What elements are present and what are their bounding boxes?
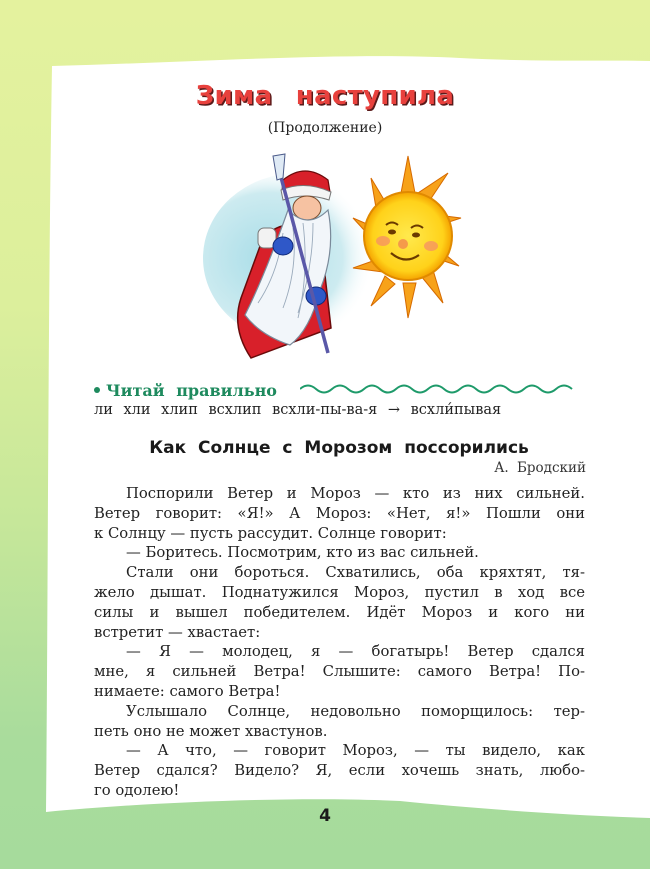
story-line: мне, я сильней Ветра! Слышите: самого Ветра! По- — [94, 663, 585, 681]
story-line: Поспорили Ветер и Мороз — кто из них сильней. — [126, 485, 585, 502]
illustration-ded-moroz-and-sun — [203, 148, 463, 363]
story-line: Ветер сдался? Видело? Я, если хочешь знать, любо- — [94, 762, 585, 780]
wavy-underline-icon — [300, 383, 580, 395]
story-line: — А что, — говорит Мороз, — ты видело, как — [126, 742, 585, 760]
story-line: Услышало Солнце, недовольно поморщилось: тер- — [126, 702, 585, 720]
page-number: 4 — [319, 806, 331, 826]
page-subtitle: (Продолжение) — [267, 120, 383, 136]
story-line: — Боритесь. Посмотрим, кто из вас сильней. — [126, 544, 479, 562]
story-line: го одолею! — [94, 781, 180, 799]
story-line: Стали они бороться. Схватились, оба кряхтят, тя- — [126, 564, 585, 582]
story-line: Ветер говорит: «Я!» А Мороз: «Нет, я!» Пошли они — [94, 504, 585, 522]
story-author: А. Бродский — [494, 460, 586, 476]
story-text — [94, 484, 585, 801]
read-correctly-header — [94, 381, 277, 400]
read-correctly-label: Читай правильно — [106, 381, 277, 400]
page-title: Зима наступила — [195, 81, 455, 111]
story-line: жело дышат. Поднатужился Мороз, пустил в ход все — [94, 583, 585, 601]
syllable-exercise: ли хли хлип всхлип всхли-пы-ва-я → всхли́пывая — [94, 402, 502, 418]
story-title: Как Солнце с Морозом поссорились — [149, 438, 529, 458]
story-line: — Я — молодец, я — богатырь! Ветер сдался — [126, 643, 585, 661]
bullet-icon — [94, 387, 100, 393]
story-line: встретит — хвастает: — [94, 623, 261, 641]
story-line: силы и вышел победителем. Идёт Мороз и кого ни — [94, 603, 585, 621]
story-line: петь оно не может хвастунов. — [94, 722, 328, 740]
story-line: нимаете: самого Ветра! — [94, 682, 281, 700]
story-line: к Солнцу — пусть рассудит. Солнце говорит: — [94, 524, 447, 542]
